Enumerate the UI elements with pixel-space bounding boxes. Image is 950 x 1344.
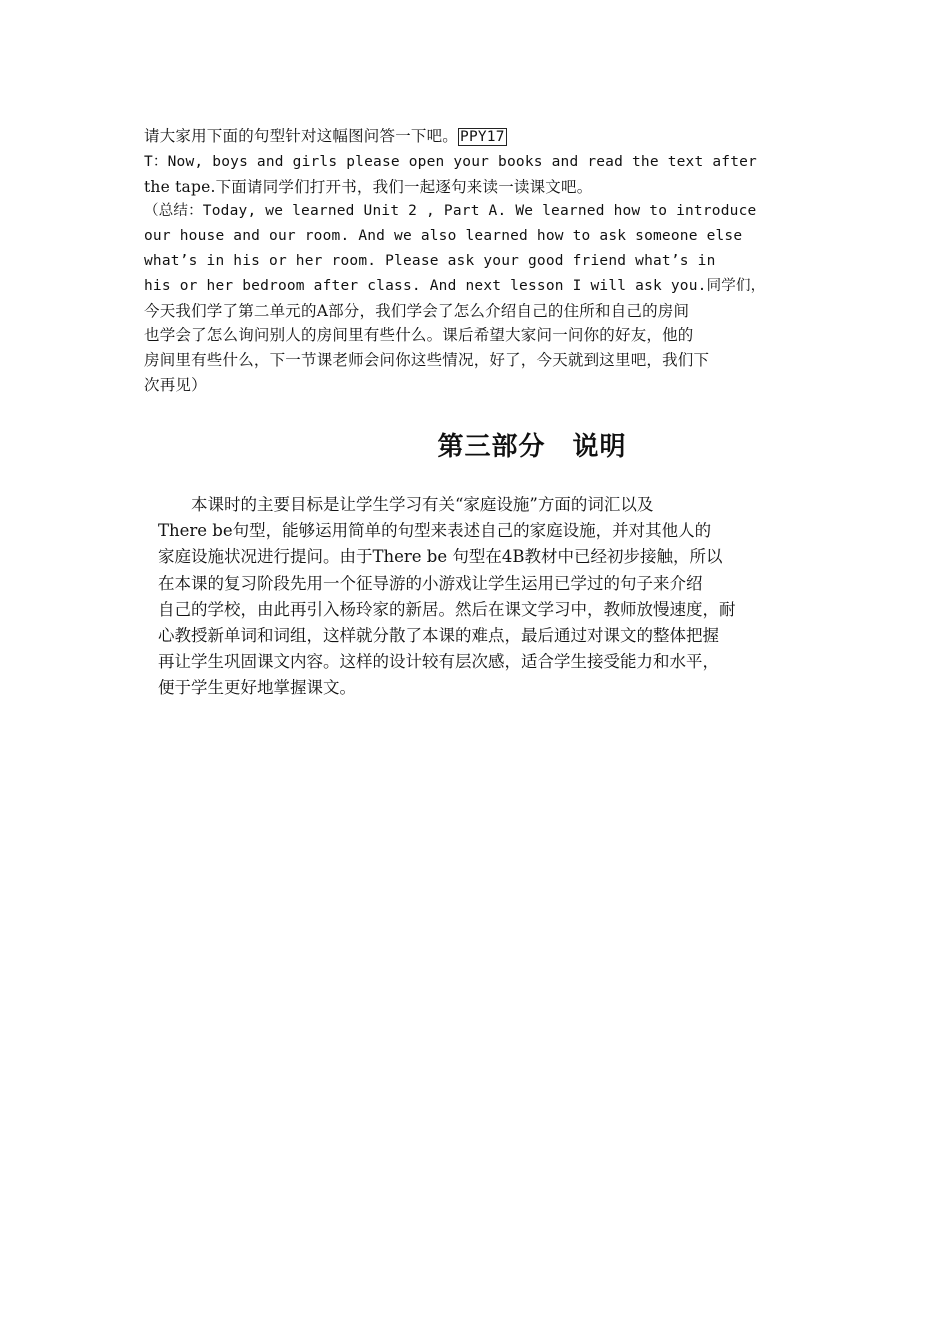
text-line: 在本课的复习阶段先用一个征导游的小游戏让学生运用已学过的句子来介绍 xyxy=(158,573,703,593)
text-line: （总结：Today, we learned Unit 2 , Part A. We learned how to introduce xyxy=(144,203,757,220)
explanation-paragraph xyxy=(158,492,800,702)
text-line: 次再见） xyxy=(144,375,207,394)
text-line: 房间里有些什么，下一节课老师会问你这些情况，好了，今天就到这里吧，我们下 xyxy=(144,351,710,370)
text-line: his or her bedroom after class. And next lesson I will ask you.同学们， xyxy=(144,277,766,294)
text-line: 便于学生更好地掌握课文。 xyxy=(158,678,356,698)
text-segment: 请大家用下面的句型针对这幅图问答一下吧。 xyxy=(144,127,459,145)
text-line: 今天我们学了第二单元的A部分，我们学会了怎么介绍自己的住所和自己的房间 xyxy=(144,301,690,320)
text-line: the tape.下面请同学们打开书，我们一起逐句来读一读课文吧。 xyxy=(144,177,593,196)
text-line: what’s in his or her room. Please ask your good friend what’s in xyxy=(144,252,716,269)
text-line: 自己的学校，由此再引入杨玲家的新居。然后在课文学习中，教师放慢速度，耐 xyxy=(158,599,736,619)
section-heading: 第三部分 说明 xyxy=(437,432,627,462)
slide-reference-box: PPY17 xyxy=(460,129,505,145)
text-line: 也学会了怎么询问别人的房间里有些什么。课后希望大家问一问你的好友，他的 xyxy=(144,326,694,345)
text-line: There be句型，能够运用简单的句型来表述自己的家庭设施，并对其他人的 xyxy=(158,521,712,541)
text-line: our house and our room. And we also learned how to ask someone else xyxy=(144,228,743,245)
text-line xyxy=(144,124,810,150)
text-line: 家庭设施状况进行提问。由于There be 句型在4B教材中已经初步接触，所以 xyxy=(158,547,723,567)
text-line: 心教授新单词和词组，这样就分散了本课的难点，最后通过对课文的整体把握 xyxy=(158,626,719,646)
text-line: 再让学生巩固课文内容。这样的设计较有层次感，适合学生接受能力和水平， xyxy=(158,652,719,672)
text-line: 本课时的主要目标是让学生学习有关“家庭设施”方面的词汇以及 xyxy=(158,495,654,514)
text-line: T：Now, boys and girls please open your books and read the text after xyxy=(144,153,757,170)
lesson-script-paragraph xyxy=(144,124,810,398)
